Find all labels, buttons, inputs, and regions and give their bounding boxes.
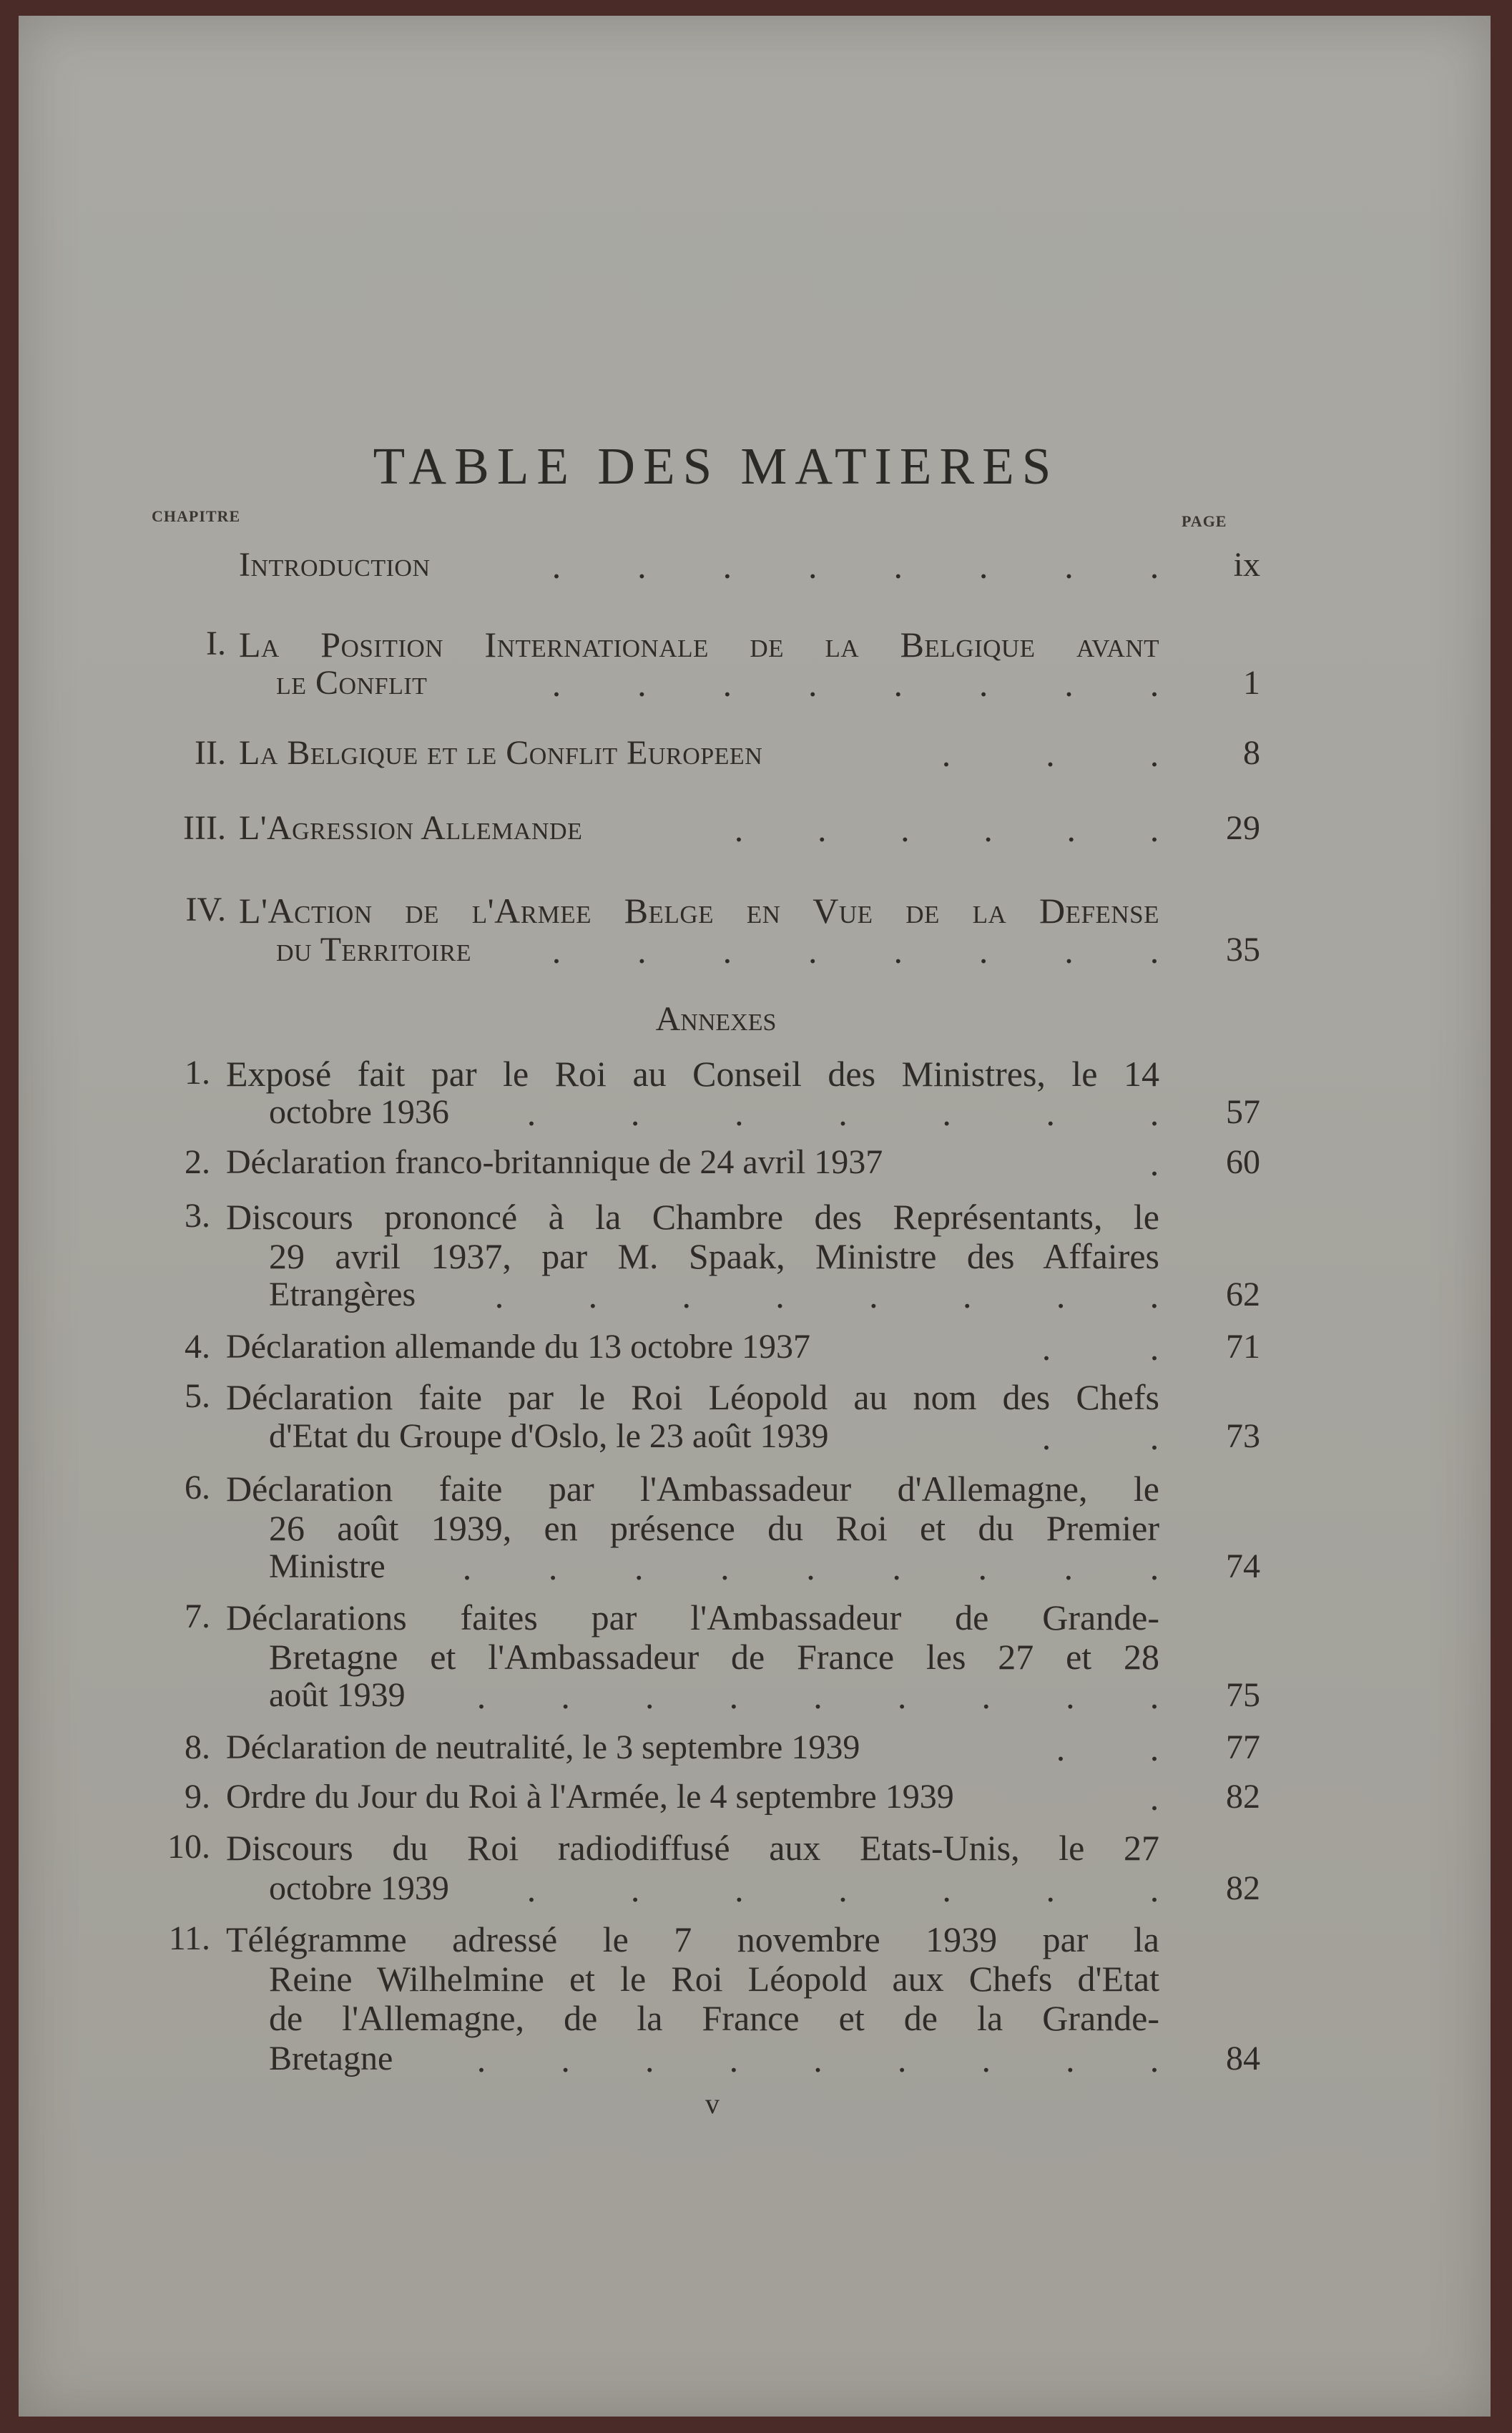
- annex-entry-number: 9.: [185, 1778, 210, 1816]
- annex-entry-text: Ordre du Jour du Roi à l'Armée, le 4 septembre 1939: [226, 1778, 954, 1816]
- annex-entry-page-number: 60: [1226, 1143, 1260, 1181]
- annex-entry-page-number: 62: [1226, 1276, 1260, 1313]
- chapter-entry-text: La Belgique et le Conflit Europeen: [239, 734, 763, 772]
- dot-leader: . . . . . . . . .: [462, 1547, 1159, 1587]
- dot-leader: . .: [1056, 1728, 1159, 1768]
- chapter-entry-number: I.: [206, 625, 226, 662]
- annex-entry-page-number: 75: [1226, 1676, 1260, 1714]
- chapter-entry-number: IV.: [185, 891, 226, 929]
- annex-entry-page-number: 73: [1226, 1417, 1260, 1455]
- annex-entry-number: 7.: [185, 1597, 210, 1635]
- dot-leader: . . . . . .: [734, 809, 1159, 849]
- annex-entry-text: Exposé fait par le Roi au Conseil des Ministres, le 14: [226, 1054, 1159, 1094]
- annex-entry-text: 26 août 1939, en présence du Roi et du Premier: [269, 1508, 1159, 1548]
- chapter-entry-number: II.: [195, 734, 226, 772]
- annex-entry-text: Déclaration faite par l'Ambassadeur d'Allemagne, le: [226, 1469, 1159, 1509]
- annex-entry-page-number: 84: [1226, 2040, 1260, 2077]
- annex-entry-page-number: 82: [1226, 1869, 1260, 1907]
- dot-leader: . .: [1041, 1417, 1159, 1457]
- annex-entry-text: 29 avril 1937, par M. Spaak, Ministre des Affaires: [269, 1236, 1159, 1276]
- chapter-entry-text: La Position Internationale de la Belgique avant: [239, 625, 1159, 665]
- annex-entry-page-number: 82: [1226, 1778, 1260, 1816]
- annex-entry-text: octobre 1939: [269, 1869, 449, 1907]
- dot-leader: .: [1149, 1778, 1159, 1818]
- annex-entry-number: 11.: [168, 1919, 210, 1957]
- annex-entry-text: Déclaration franco-britannique de 24 avril 1937: [226, 1143, 883, 1181]
- annex-entry-number: 4.: [185, 1328, 210, 1366]
- dot-leader: . . . . . . .: [526, 1093, 1159, 1133]
- chapter-entry-text: le Conflit: [276, 664, 428, 702]
- annex-entry-text: de l'Allemagne, de la France et de la Grande-: [269, 1998, 1159, 2038]
- chapter-entry-page-number: 29: [1226, 809, 1260, 847]
- annex-entry-number: 10.: [167, 1828, 210, 1866]
- annex-entry-number: 5.: [185, 1377, 210, 1415]
- dot-leader: . .: [1041, 1328, 1159, 1368]
- page-label: PAGE: [1182, 512, 1227, 530]
- annex-entry-number: 2.: [185, 1143, 210, 1181]
- annex-entry-text: Déclaration allemande du 13 octobre 1937: [226, 1328, 811, 1366]
- annex-entry-text: d'Etat du Groupe d'Oslo, le 23 août 1939: [269, 1417, 829, 1455]
- annex-entry-page-number: 57: [1226, 1093, 1260, 1131]
- annex-entry-text: Etrangères: [269, 1276, 416, 1313]
- annex-entry-text: Bretagne: [269, 2040, 393, 2077]
- book-page: [19, 16, 1491, 2417]
- chapter-entry-number: III.: [183, 809, 226, 847]
- dot-leader: . . . . . . . .: [551, 546, 1159, 586]
- dot-leader: . . . . . . . .: [551, 664, 1159, 704]
- chapitre-label: CHAPITRE: [152, 507, 241, 525]
- chapter-entry-page-number: ix: [1233, 546, 1260, 584]
- annex-entry-page-number: 71: [1226, 1328, 1260, 1366]
- dot-leader: . . . . . . . . .: [476, 1676, 1159, 1716]
- dot-leader: . . .: [941, 734, 1159, 774]
- dot-leader: . . . . . . . .: [551, 931, 1159, 971]
- annex-entry-text: Discours prononcé à la Chambre des Représentants, le: [226, 1197, 1159, 1237]
- annex-entry-text: Déclarations faites par l'Ambassadeur de Grande-: [226, 1597, 1159, 1637]
- chapter-entry-page-number: 35: [1226, 931, 1260, 969]
- annex-entry-text: Discours du Roi radiodiffusé aux Etats-Unis, le 27: [226, 1828, 1159, 1868]
- chapter-entry-page-number: 1: [1243, 664, 1260, 702]
- annex-entry-number: 8.: [185, 1728, 210, 1766]
- annex-entry-number: 1.: [185, 1054, 210, 1092]
- annex-entry-text: Déclaration de neutralité, le 3 septembre 1939: [226, 1728, 860, 1766]
- annex-entry-page-number: 77: [1226, 1728, 1260, 1766]
- chapter-entry-text: du Territoire: [276, 931, 471, 969]
- page-title: TABLE DES MATIERES: [373, 437, 1059, 495]
- chapter-entry-text: Introduction: [239, 546, 431, 584]
- annex-entry-number: 6.: [185, 1469, 210, 1507]
- chapter-entry-text: L'Agression Allemande: [239, 809, 583, 847]
- annex-entry-text: Ministre: [269, 1547, 386, 1585]
- annex-entry-text: Télégramme adressé le 7 novembre 1939 par la: [226, 1919, 1159, 1959]
- dot-leader: . . . . . . .: [526, 1869, 1159, 1909]
- dot-leader: . . . . . . . .: [494, 1276, 1159, 1316]
- chapter-entry-page-number: 8: [1243, 734, 1260, 772]
- annex-entry-text: Reine Wilhelmine et le Roi Léopold aux Chefs d'Etat: [269, 1959, 1159, 1999]
- annexes-title: Annexes: [655, 1000, 777, 1038]
- annex-entry-text: août 1939: [269, 1676, 406, 1714]
- dot-leader: .: [1149, 1143, 1159, 1183]
- dot-leader: . . . . . . . . .: [476, 2040, 1159, 2080]
- annex-entry-page-number: 74: [1226, 1547, 1260, 1585]
- chapter-entry-text: L'Action de l'Armee Belge en Vue de la Defense: [239, 891, 1159, 931]
- annex-entry-number: 3.: [185, 1197, 210, 1235]
- annex-entry-text: octobre 1936: [269, 1093, 449, 1131]
- annex-entry-text: Déclaration faite par le Roi Léopold au nom des Chefs: [226, 1377, 1159, 1417]
- annex-entry-text: Bretagne et l'Ambassadeur de France les 27 et 28: [269, 1637, 1159, 1677]
- page-folio: v: [705, 2087, 720, 2120]
